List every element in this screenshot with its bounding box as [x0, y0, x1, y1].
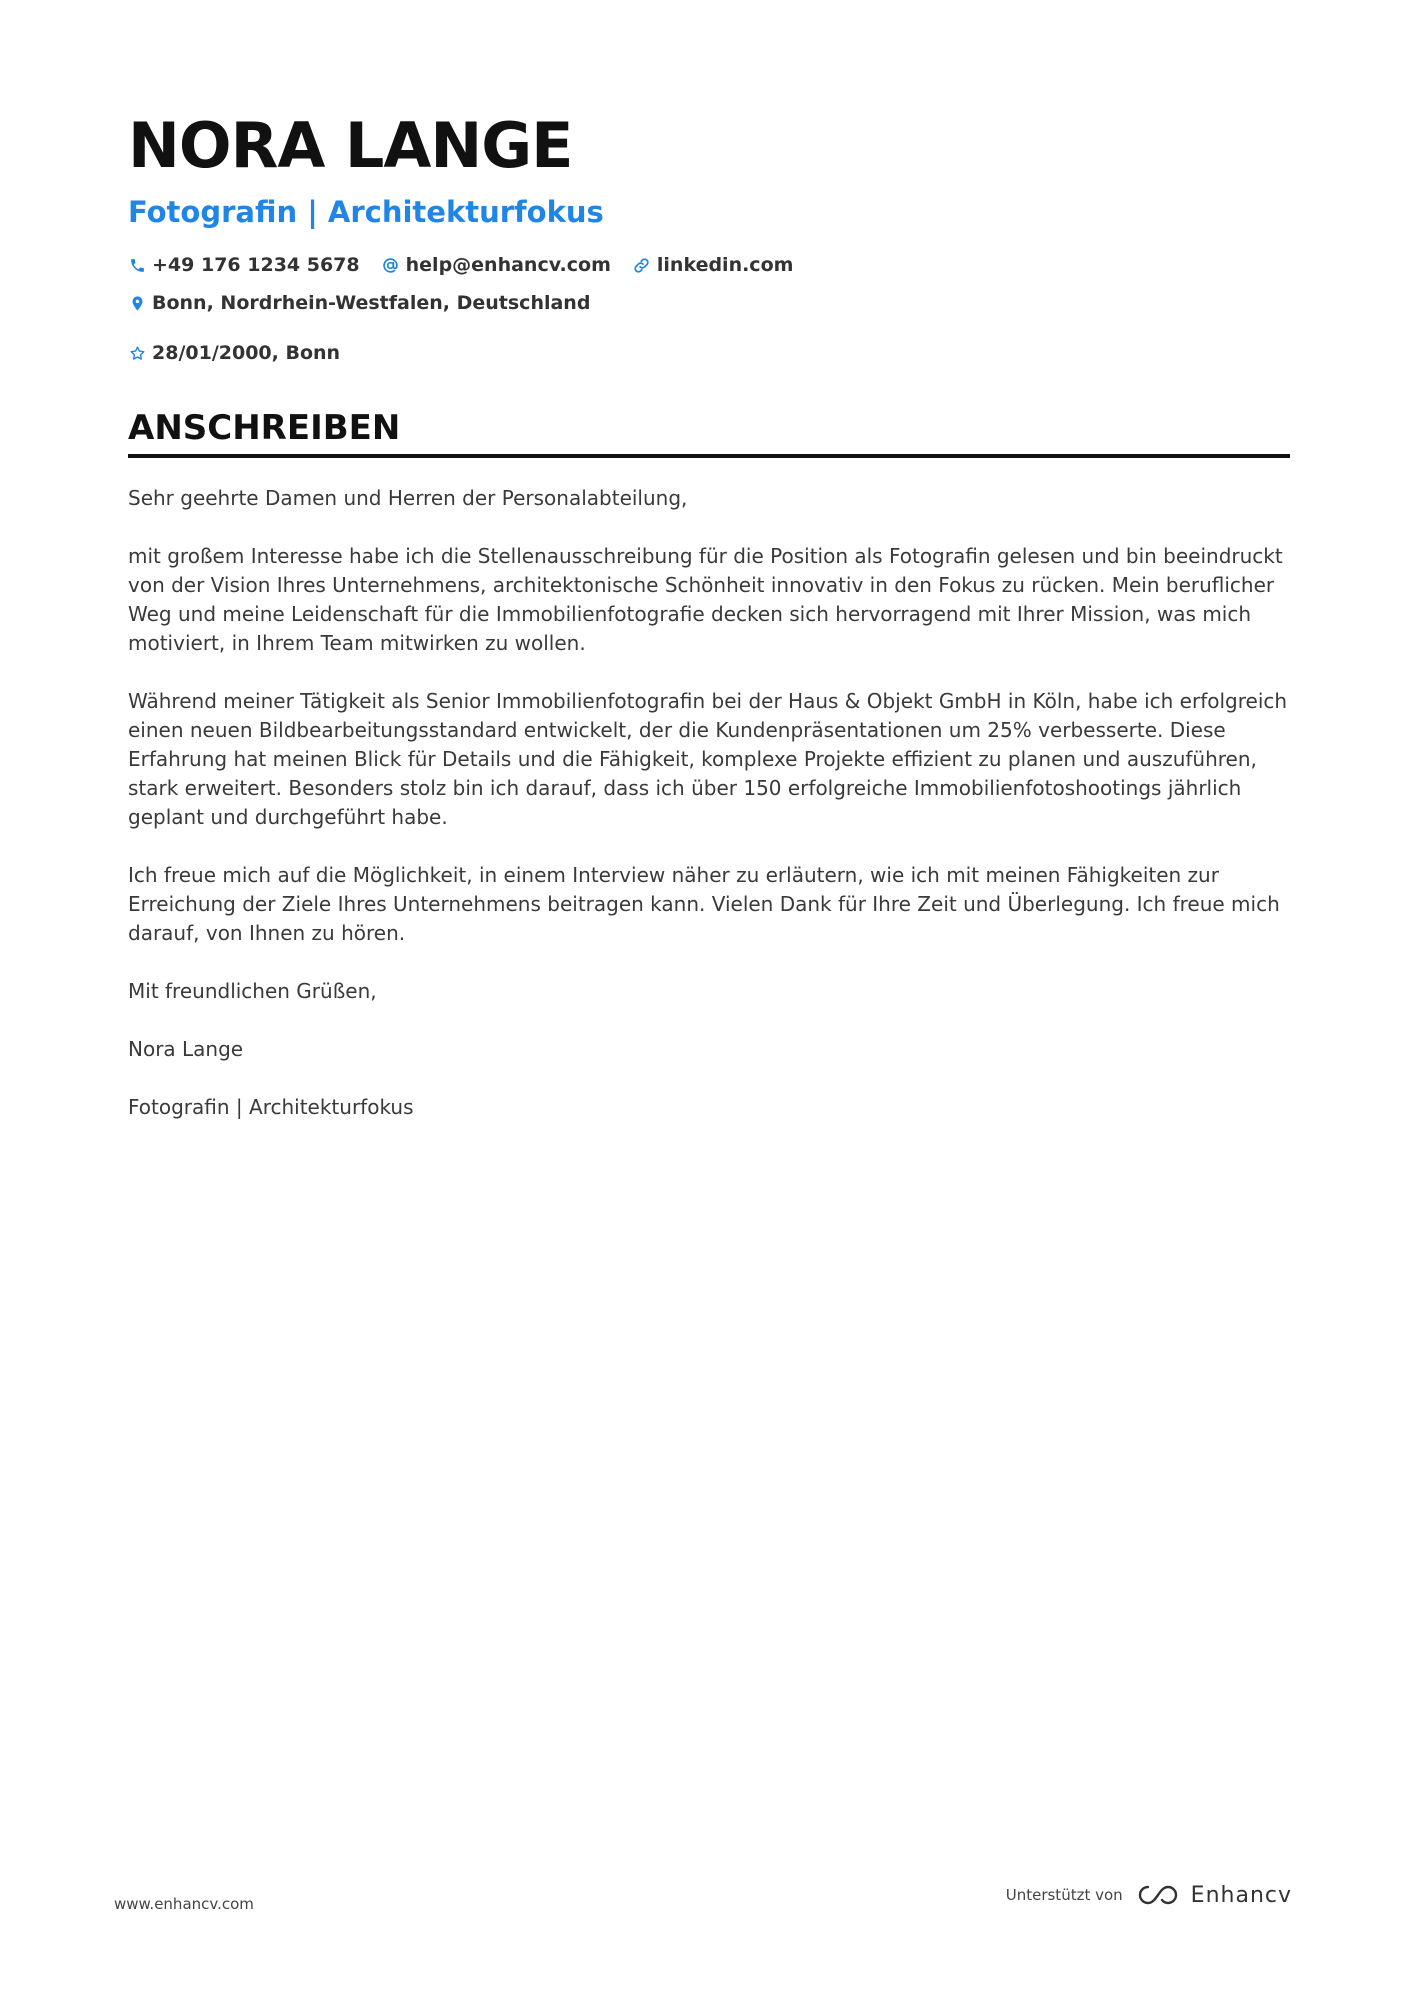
signature-title: Fotografin | Architekturfokus: [128, 1095, 414, 1119]
letter-paragraph: Ich freue mich auf die Möglichkeit, in einem Interview näher zu erläutern, wie ich mit meinen Fähigkeiten zur Erreichung der Ziele Ihres Unternehmens beitragen kann. Vielen Dank für Ihre Zeit und Überlegung. Ich freue mich darauf, von Ihnen zu hören.: [128, 863, 1280, 945]
letter-closing: Mit freundlichen Grüßen,: [128, 979, 377, 1003]
contact-linkedin-text: linkedin.com: [656, 254, 794, 276]
link-icon: [633, 256, 651, 274]
contact-email[interactable]: [382, 252, 611, 278]
location-pin-icon: [128, 294, 146, 312]
signature-name: Nora Lange: [128, 1037, 244, 1061]
contact-location-text: Bonn, Nordrhein-Westfalen, Deutschland: [152, 292, 591, 314]
powered-by-text: Unterstützt von: [1005, 1886, 1123, 1904]
phone-icon: [128, 256, 146, 274]
cover-letter-section: [128, 406, 1290, 1151]
brand-name: Enhancv: [1190, 1882, 1292, 1908]
footer-branding: [1006, 1882, 1292, 1908]
letter-body: [128, 484, 1290, 1122]
contact-phone-text: +49 176 1234 5678: [152, 254, 360, 276]
section-divider: [128, 454, 1290, 458]
contact-birth: [128, 340, 340, 366]
contact-email-text: help@enhancv.com: [405, 254, 611, 276]
letter-paragraph: Während meiner Tätigkeit als Senior Immobilienfotografin bei der Haus & Objekt GmbH in Köln, habe ich erfolgreich einen neuen Bildbearbeitungsstandard entwickelt, der die Kundenpräsentationen um 25% verbesserte. Diese Erfahrung hat meinen Blick für Details und die Fähigkeit, komplexe Projekte effizient zu planen und auszuführen, stark erweitert. Besonders stolz bin ich darauf, dass ich über 150 erfolgreiche Immobilienfotoshootings jährlich geplant und durchgeführt habe.: [128, 689, 1288, 829]
header: [128, 108, 1288, 366]
enhancv-logo-icon: [1135, 1882, 1181, 1908]
letter-paragraph: mit großem Interesse habe ich die Stellenausschreibung für die Position als Fotografin gelesen und bin beeindruckt von der Vision Ihres Unternehmens, architektonische Schönheit innovativ in den Fokus zu rücken. Mein beruflicher Weg und meine Leidenschaft für die Immobilienfotografie decken sich hervorragend mit Ihrer Mission, was mich motiviert, in Ihrem Team mitwirken zu wollen.: [128, 544, 1283, 655]
footer-website[interactable]: www.enhancv.com: [114, 1895, 254, 1913]
contact-phone: [128, 252, 360, 278]
letter-salutation: Sehr geehrte Damen und Herren der Personalabteilung,: [128, 486, 688, 510]
star-icon: [128, 344, 146, 362]
contact-linkedin[interactable]: [633, 252, 794, 278]
contact-birth-text: 28/01/2000, Bonn: [152, 342, 341, 364]
contact-location: [128, 290, 590, 316]
contact-list: [128, 252, 1248, 366]
at-icon: [382, 256, 400, 274]
section-title: ANSCHREIBEN: [128, 408, 401, 448]
candidate-title: Fotografin | Architekturfokus: [128, 195, 604, 229]
candidate-name: NORA LANGE: [128, 109, 573, 182]
